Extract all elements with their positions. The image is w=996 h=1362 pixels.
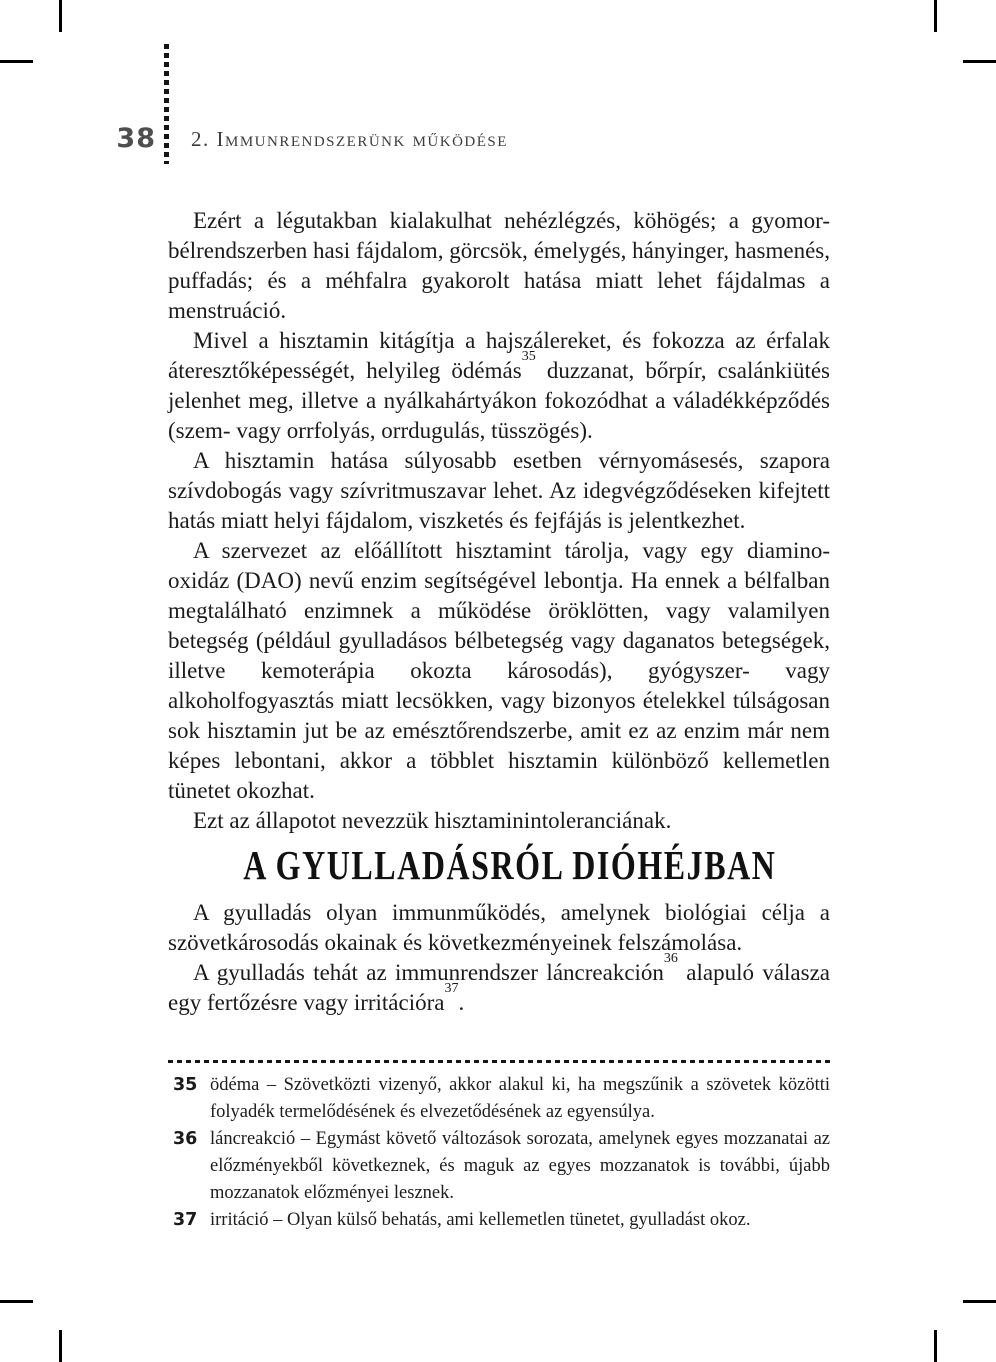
crop-mark-top-right-horizontal	[963, 60, 996, 63]
footnote-text: irritáció – Olyan külső behatás, ami kellemetlen tünetet, gyulladást okoz.	[210, 1210, 751, 1230]
section-heading	[168, 842, 830, 888]
chapter-header-title: 2. Immunrendszerünk működése	[191, 127, 508, 151]
section-heading-text: A GYULLADÁSRÓL DIÓHÉJBAN	[243, 842, 777, 888]
paragraph-2: Mivel a hisztamin kitágítja a hajszálereket, és fokozza az érfalak áteresztőképességét, helyileg ödémás$^{35}$ duzzanat, bőrpír, csalánkiütés jelenhet meg, illetve a nyálkahártyákon fokozódhat a váladékképződés (szem- vagy orrfolyás, orrdugulás, tüsszögés).	[168, 328, 830, 443]
crop-mark-top-left-vertical	[59, 0, 62, 32]
header-dotted-rule	[164, 44, 169, 164]
footnote	[168, 1126, 830, 1207]
footnote-text: ödéma – Szövetközti vizenyő, akkor alakul ki, ha megszűnik a szövetek közötti folyadék termelődésének és elvezetődésének az egyensúlya.	[210, 1075, 830, 1122]
footnote-reference: 35	[521, 349, 536, 365]
footnote	[168, 1072, 830, 1126]
footnote-separator-rule	[168, 1060, 830, 1063]
footnotes	[168, 1060, 830, 1234]
paragraph-1: Ezért a légutakban kialakulhat nehézlégzés, köhögés; a gyomor-bélrendszerben hasi fájdalom, görcsök, émelygés, hányinger, hasmenés, puffadás; és a méhfalra gyakorolt hatása miatt lehet fájdalmas a menstruáció.	[168, 208, 830, 323]
footnote	[168, 1207, 830, 1234]
footnote-reference: 36	[663, 951, 678, 967]
paragraph-7: A gyulladás olyan immunműködés, amelynek biológiai célja a szövetkárosodás okainak és következményeinek felszámolása.	[168, 900, 830, 955]
page-number: 38	[116, 123, 156, 154]
paragraph-8: A gyulladás tehát az immunrendszer láncreakción$^{36}$ alapuló válasza egy fertőzésre vagy irritációra$^{37}$.	[168, 951, 830, 1015]
crop-mark-bottom-left-horizontal	[0, 1300, 33, 1303]
crop-mark-top-left-horizontal	[0, 60, 33, 63]
footnote-number: 35	[173, 1075, 198, 1095]
footnote-number: 37	[173, 1210, 198, 1230]
footnote-text: láncreakció – Egymást követő változások sorozata, amelynek egyes mozzanatai az előzményekből következnek, és maguk az egyes mozzanatok is további, újabb mozzanatok előzményei lesznek.	[210, 1129, 830, 1203]
footnote-reference: 37	[444, 981, 459, 997]
paragraph-4: A szervezet az előállított hisztamint tárolja, vagy egy diamino-oxidáz (DAO) nevű enzim segítségével lebontja. Ha ennek a bélfalban megtalálható enzimnek a működése öröklötten, vagy valamilyen betegség (például gyulladásos bélbetegség vagy daganatos betegségek, illetve kemoterápia okozta károsodás), gyógyszer- vagy alkoholfogyasztás miatt lecsökken, vagy bizonyos ételekkel túlságosan sok hisztamin jut be az emésztőrendszerbe, amit ez az enzim már nem képes lebontani, akkor a többlet hisztamin különböző kellemetlen tünetet okozhat.	[168, 538, 830, 803]
crop-mark-bottom-left-vertical	[59, 1330, 62, 1362]
crop-mark-top-right-vertical	[934, 0, 937, 32]
crop-mark-bottom-right-horizontal	[963, 1300, 996, 1303]
footnote-list	[168, 1072, 830, 1234]
crop-mark-bottom-right-vertical	[934, 1330, 937, 1362]
footnote-number: 36	[173, 1129, 198, 1149]
paragraph-5: Ezt az állapotot nevezzük hisztaminintoleranciának.	[193, 808, 672, 833]
body-text	[168, 206, 830, 1018]
paragraph-3: A hisztamin hatása súlyosabb esetben vérnyomásesés, szapora szívdobogás vagy szívritmuszavar lehet. Az idegvégződéseken kifejtett hatás miatt helyi fájdalom, viszketés és fejfájás is jelentkezhet.	[168, 448, 830, 533]
